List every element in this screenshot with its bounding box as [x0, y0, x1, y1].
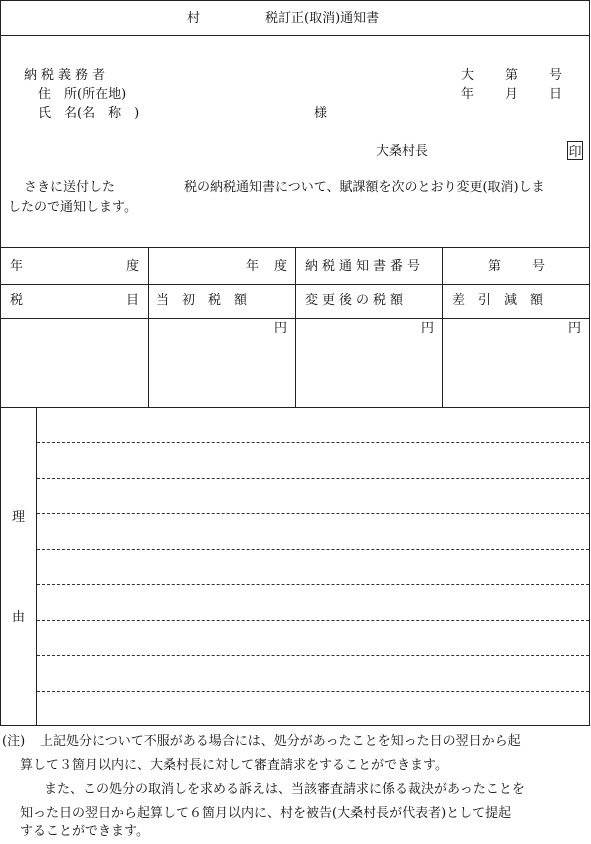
tax-item-label-moku: 目	[126, 293, 140, 308]
yen-changed: 円	[421, 321, 435, 336]
changed-tax-header: 変更後の税額	[305, 293, 408, 308]
fiscal-year-label-right: 度	[126, 259, 140, 274]
form-title: 税訂正(取消)通知書	[265, 11, 380, 26]
reason-line-2	[37, 478, 589, 479]
era-label: 大	[461, 68, 475, 83]
body-text-start: さきに送付した	[24, 180, 116, 195]
fiscal-year-value-nen: 年	[246, 259, 260, 274]
note-line-2: 算して３箇月以内に、大桑村長に対して審査請求をすることができます。	[20, 758, 448, 773]
header-divider	[0, 35, 590, 36]
tax-item-label-zei: 税	[10, 293, 24, 308]
reason-label-top: 理	[12, 510, 26, 525]
year-label: 年	[461, 87, 475, 102]
yen-reduction: 円	[568, 321, 582, 336]
notice-go-label: 号	[532, 259, 546, 274]
issuer-name: 大桑村長	[376, 144, 429, 159]
taxpayer-label: 納税義務者	[24, 68, 110, 83]
go-label: 号	[549, 68, 563, 83]
village-label: 村	[187, 11, 201, 26]
note-line-3: また、この処分の取消しを求める訴えは、当該審査請求に係る裁決があったことを	[44, 782, 525, 797]
reason-line-3	[37, 513, 589, 514]
reason-line-5	[37, 584, 589, 585]
fiscal-year-label-left: 年	[10, 259, 24, 274]
table-col-divider-1	[148, 247, 149, 408]
month-label: 月	[505, 87, 519, 102]
table-col-divider-3	[442, 247, 443, 408]
yen-original: 円	[274, 321, 288, 336]
notice-dai-label: 第	[488, 259, 502, 274]
reason-line-8	[37, 691, 589, 692]
reduction-header: 差 引 減 額	[452, 293, 544, 308]
reason-line-1	[37, 442, 589, 443]
notice-number-label: 納税通知書番号	[305, 259, 425, 274]
table-col-divider-2	[295, 247, 296, 408]
dai-label: 第	[505, 68, 519, 83]
note-line-4: 知った日の翌日から起算して６箇月以内に、村を被告(大桑村長が代表者)として提起	[20, 806, 512, 821]
reason-line-7	[37, 655, 589, 656]
reason-label-bottom: 由	[12, 610, 26, 625]
seal-mark: 印	[567, 141, 583, 160]
note-line-1: 上記処分について不服がある場合には、処分があったことを知った日の翌日から起	[40, 734, 521, 749]
body-text-line2: したので通知します。	[8, 200, 137, 215]
reason-line-6	[37, 620, 589, 621]
reason-line-4	[37, 549, 589, 550]
original-tax-header: 当 初 税 額	[156, 293, 248, 308]
honorific: 様	[314, 106, 328, 121]
note-line-5: することができます。	[20, 824, 149, 839]
body-text-line1: 税の納税通知書について、賦課額を次のとおり変更(取消)しま	[184, 180, 545, 195]
name-label: 氏 名(名 称 )	[38, 106, 140, 121]
day-label: 日	[549, 87, 563, 102]
note-prefix: (注)	[2, 734, 26, 749]
fiscal-year-value-do: 度	[274, 259, 288, 274]
address-label: 住 所(所在地)	[38, 87, 127, 102]
reason-label-divider	[36, 407, 37, 726]
